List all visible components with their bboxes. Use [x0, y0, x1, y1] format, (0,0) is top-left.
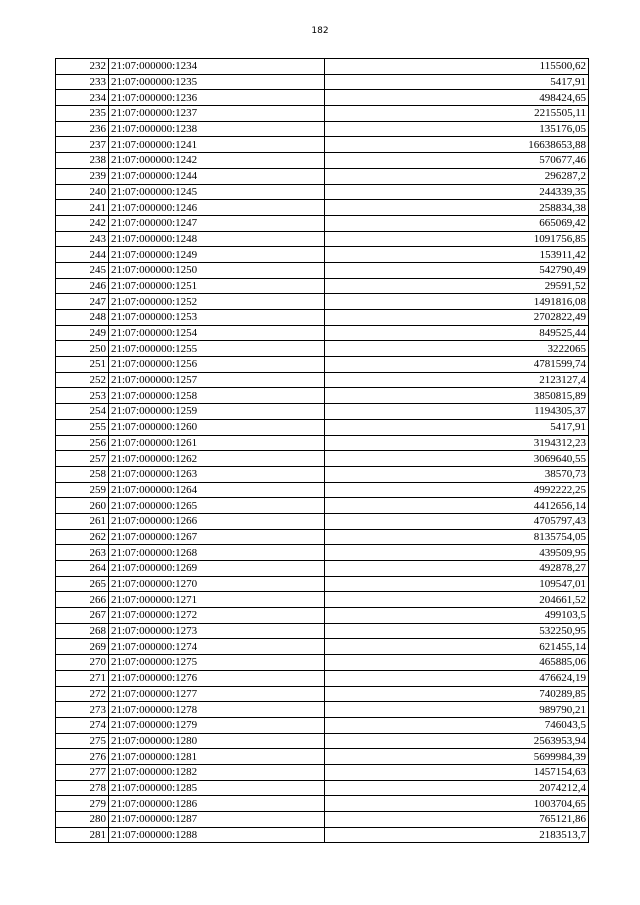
value-cell: 532250,95 [325, 623, 589, 639]
row-number-cell: 239 [56, 168, 109, 184]
cadastral-number-cell: 21:07:000000:1266 [109, 513, 325, 529]
value-cell: 476624,19 [325, 670, 589, 686]
cadastral-number-cell: 21:07:000000:1246 [109, 200, 325, 216]
table-row [56, 419, 589, 435]
table-row [56, 137, 589, 153]
table-row [56, 357, 589, 373]
row-number-cell: 244 [56, 247, 109, 263]
value-cell: 498424,65 [325, 90, 589, 106]
cadastral-number-cell: 21:07:000000:1285 [109, 780, 325, 796]
value-cell: 1491816,08 [325, 294, 589, 310]
row-number-cell: 243 [56, 231, 109, 247]
cadastral-number-cell: 21:07:000000:1278 [109, 702, 325, 718]
cadastral-number-cell: 21:07:000000:1282 [109, 764, 325, 780]
cadastral-number-cell: 21:07:000000:1256 [109, 357, 325, 373]
row-number-cell: 248 [56, 310, 109, 326]
value-cell: 38570,73 [325, 466, 589, 482]
value-cell: 2074212,4 [325, 780, 589, 796]
row-number-cell: 260 [56, 498, 109, 514]
row-number-cell: 234 [56, 90, 109, 106]
row-number-cell: 253 [56, 388, 109, 404]
row-number-cell: 267 [56, 608, 109, 624]
value-cell: 5417,91 [325, 74, 589, 90]
cadastral-number-cell: 21:07:000000:1254 [109, 325, 325, 341]
row-number-cell: 273 [56, 702, 109, 718]
row-number-cell: 263 [56, 545, 109, 561]
table-row [56, 451, 589, 467]
table-row [56, 686, 589, 702]
value-cell: 29591,52 [325, 278, 589, 294]
cadastral-number-cell: 21:07:000000:1277 [109, 686, 325, 702]
row-number-cell: 235 [56, 106, 109, 122]
cadastral-number-cell: 21:07:000000:1262 [109, 451, 325, 467]
value-cell: 4705797,43 [325, 513, 589, 529]
table-row [56, 764, 589, 780]
table-row [56, 325, 589, 341]
cadastral-number-cell: 21:07:000000:1261 [109, 435, 325, 451]
row-number-cell: 247 [56, 294, 109, 310]
row-number-cell: 268 [56, 623, 109, 639]
cadastral-number-cell: 21:07:000000:1260 [109, 419, 325, 435]
row-number-cell: 257 [56, 451, 109, 467]
cadastral-number-cell: 21:07:000000:1275 [109, 655, 325, 671]
value-cell: 258834,38 [325, 200, 589, 216]
cadastral-number-cell: 21:07:000000:1235 [109, 74, 325, 90]
row-number-cell: 251 [56, 357, 109, 373]
table-row [56, 247, 589, 263]
value-cell: 4412656,14 [325, 498, 589, 514]
table-row [56, 592, 589, 608]
row-number-cell: 274 [56, 717, 109, 733]
row-number-cell: 272 [56, 686, 109, 702]
cadastral-number-cell: 21:07:000000:1281 [109, 749, 325, 765]
value-cell: 849525,44 [325, 325, 589, 341]
table-row [56, 670, 589, 686]
cadastral-number-cell: 21:07:000000:1272 [109, 608, 325, 624]
row-number-cell: 242 [56, 215, 109, 231]
cadastral-value-table [55, 58, 589, 843]
row-number-cell: 280 [56, 812, 109, 828]
cadastral-number-cell: 21:07:000000:1250 [109, 262, 325, 278]
cadastral-number-cell: 21:07:000000:1249 [109, 247, 325, 263]
row-number-cell: 259 [56, 482, 109, 498]
cadastral-number-cell: 21:07:000000:1247 [109, 215, 325, 231]
table-row [56, 106, 589, 122]
table-row [56, 388, 589, 404]
table-row [56, 812, 589, 828]
row-number-cell: 258 [56, 466, 109, 482]
cadastral-number-cell: 21:07:000000:1276 [109, 670, 325, 686]
table-row [56, 749, 589, 765]
row-number-cell: 236 [56, 121, 109, 137]
value-cell: 570677,46 [325, 153, 589, 169]
row-number-cell: 266 [56, 592, 109, 608]
value-cell: 296287,2 [325, 168, 589, 184]
value-cell: 2563953,94 [325, 733, 589, 749]
cadastral-number-cell: 21:07:000000:1236 [109, 90, 325, 106]
table-row [56, 231, 589, 247]
cadastral-number-cell: 21:07:000000:1248 [109, 231, 325, 247]
table-row [56, 435, 589, 451]
row-number-cell: 255 [56, 419, 109, 435]
row-number-cell: 276 [56, 749, 109, 765]
row-number-cell: 241 [56, 200, 109, 216]
value-cell: 135176,05 [325, 121, 589, 137]
row-number-cell: 262 [56, 529, 109, 545]
table-row [56, 655, 589, 671]
value-cell: 4992222,25 [325, 482, 589, 498]
value-cell: 2183513,7 [325, 827, 589, 843]
row-number-cell: 278 [56, 780, 109, 796]
row-number-cell: 240 [56, 184, 109, 200]
value-cell: 1003704,65 [325, 796, 589, 812]
value-cell: 665069,42 [325, 215, 589, 231]
table-row [56, 153, 589, 169]
cadastral-number-cell: 21:07:000000:1280 [109, 733, 325, 749]
table-row [56, 310, 589, 326]
row-number-cell: 261 [56, 513, 109, 529]
page-number: 182 [311, 26, 329, 36]
table-body [56, 59, 589, 843]
table-row [56, 780, 589, 796]
cadastral-number-cell: 21:07:000000:1279 [109, 717, 325, 733]
value-cell: 499103,5 [325, 608, 589, 624]
row-number-cell: 237 [56, 137, 109, 153]
cadastral-number-cell: 21:07:000000:1269 [109, 561, 325, 577]
row-number-cell: 269 [56, 639, 109, 655]
table-row [56, 498, 589, 514]
cadastral-number-cell: 21:07:000000:1251 [109, 278, 325, 294]
table-row [56, 184, 589, 200]
table-row [56, 74, 589, 90]
cadastral-number-cell: 21:07:000000:1245 [109, 184, 325, 200]
table-row [56, 608, 589, 624]
table-row [56, 796, 589, 812]
table-row [56, 466, 589, 482]
row-number-cell: 279 [56, 796, 109, 812]
value-cell: 765121,86 [325, 812, 589, 828]
value-cell: 465885,06 [325, 655, 589, 671]
value-cell: 492878,27 [325, 561, 589, 577]
cadastral-number-cell: 21:07:000000:1259 [109, 404, 325, 420]
row-number-cell: 265 [56, 576, 109, 592]
row-number-cell: 233 [56, 74, 109, 90]
table-row [56, 702, 589, 718]
value-cell: 621455,14 [325, 639, 589, 655]
value-cell: 5417,91 [325, 419, 589, 435]
value-cell: 4781599,74 [325, 357, 589, 373]
row-number-cell: 250 [56, 341, 109, 357]
row-number-cell: 238 [56, 153, 109, 169]
cadastral-number-cell: 21:07:000000:1288 [109, 827, 325, 843]
cadastral-number-cell: 21:07:000000:1287 [109, 812, 325, 828]
cadastral-number-cell: 21:07:000000:1241 [109, 137, 325, 153]
value-cell: 1457154,63 [325, 764, 589, 780]
cadastral-number-cell: 21:07:000000:1274 [109, 639, 325, 655]
value-cell: 1194305,37 [325, 404, 589, 420]
cadastral-number-cell: 21:07:000000:1238 [109, 121, 325, 137]
table-row [56, 341, 589, 357]
cadastral-number-cell: 21:07:000000:1286 [109, 796, 325, 812]
value-cell: 3222065 [325, 341, 589, 357]
cadastral-number-cell: 21:07:000000:1265 [109, 498, 325, 514]
row-number-cell: 270 [56, 655, 109, 671]
table-row [56, 529, 589, 545]
row-number-cell: 245 [56, 262, 109, 278]
cadastral-number-cell: 21:07:000000:1242 [109, 153, 325, 169]
value-cell: 542790,49 [325, 262, 589, 278]
cadastral-number-cell: 21:07:000000:1263 [109, 466, 325, 482]
table-row [56, 561, 589, 577]
cadastral-number-cell: 21:07:000000:1244 [109, 168, 325, 184]
table-row [56, 215, 589, 231]
table-row [56, 623, 589, 639]
cadastral-number-cell: 21:07:000000:1270 [109, 576, 325, 592]
table-row [56, 576, 589, 592]
cadastral-number-cell: 21:07:000000:1271 [109, 592, 325, 608]
row-number-cell: 252 [56, 372, 109, 388]
table-row [56, 262, 589, 278]
cadastral-number-cell: 21:07:000000:1268 [109, 545, 325, 561]
table-row [56, 121, 589, 137]
value-cell: 244339,35 [325, 184, 589, 200]
row-number-cell: 281 [56, 827, 109, 843]
table-row [56, 733, 589, 749]
table-row [56, 168, 589, 184]
row-number-cell: 277 [56, 764, 109, 780]
table-row [56, 639, 589, 655]
table-row [56, 827, 589, 843]
value-cell: 5699984,39 [325, 749, 589, 765]
value-cell: 2123127,4 [325, 372, 589, 388]
value-cell: 989790,21 [325, 702, 589, 718]
row-number-cell: 256 [56, 435, 109, 451]
value-cell: 439509,95 [325, 545, 589, 561]
row-number-cell: 264 [56, 561, 109, 577]
value-cell: 746043,5 [325, 717, 589, 733]
table-row [56, 278, 589, 294]
table-row [56, 482, 589, 498]
table-row [56, 513, 589, 529]
row-number-cell: 275 [56, 733, 109, 749]
table-row [56, 545, 589, 561]
cadastral-number-cell: 21:07:000000:1252 [109, 294, 325, 310]
row-number-cell: 232 [56, 59, 109, 75]
cadastral-number-cell: 21:07:000000:1273 [109, 623, 325, 639]
value-cell: 8135754,05 [325, 529, 589, 545]
cadastral-number-cell: 21:07:000000:1253 [109, 310, 325, 326]
value-cell: 1091756,85 [325, 231, 589, 247]
table-row [56, 717, 589, 733]
cadastral-number-cell: 21:07:000000:1237 [109, 106, 325, 122]
cadastral-number-cell: 21:07:000000:1258 [109, 388, 325, 404]
value-cell: 109547,01 [325, 576, 589, 592]
cadastral-number-cell: 21:07:000000:1264 [109, 482, 325, 498]
value-cell: 204661,52 [325, 592, 589, 608]
table-row [56, 200, 589, 216]
value-cell: 2702822,49 [325, 310, 589, 326]
table-row [56, 294, 589, 310]
cadastral-number-cell: 21:07:000000:1255 [109, 341, 325, 357]
row-number-cell: 271 [56, 670, 109, 686]
value-cell: 3069640,55 [325, 451, 589, 467]
value-cell: 740289,85 [325, 686, 589, 702]
value-cell: 16638653,88 [325, 137, 589, 153]
cadastral-number-cell: 21:07:000000:1257 [109, 372, 325, 388]
table-row [56, 372, 589, 388]
cadastral-number-cell: 21:07:000000:1267 [109, 529, 325, 545]
table-row [56, 90, 589, 106]
row-number-cell: 254 [56, 404, 109, 420]
row-number-cell: 249 [56, 325, 109, 341]
table-row [56, 59, 589, 75]
cadastral-number-cell: 21:07:000000:1234 [109, 59, 325, 75]
value-cell: 153911,42 [325, 247, 589, 263]
value-cell: 3850815,89 [325, 388, 589, 404]
value-cell: 115500,62 [325, 59, 589, 75]
table-row [56, 404, 589, 420]
value-cell: 3194312,23 [325, 435, 589, 451]
row-number-cell: 246 [56, 278, 109, 294]
value-cell: 2215505,11 [325, 106, 589, 122]
